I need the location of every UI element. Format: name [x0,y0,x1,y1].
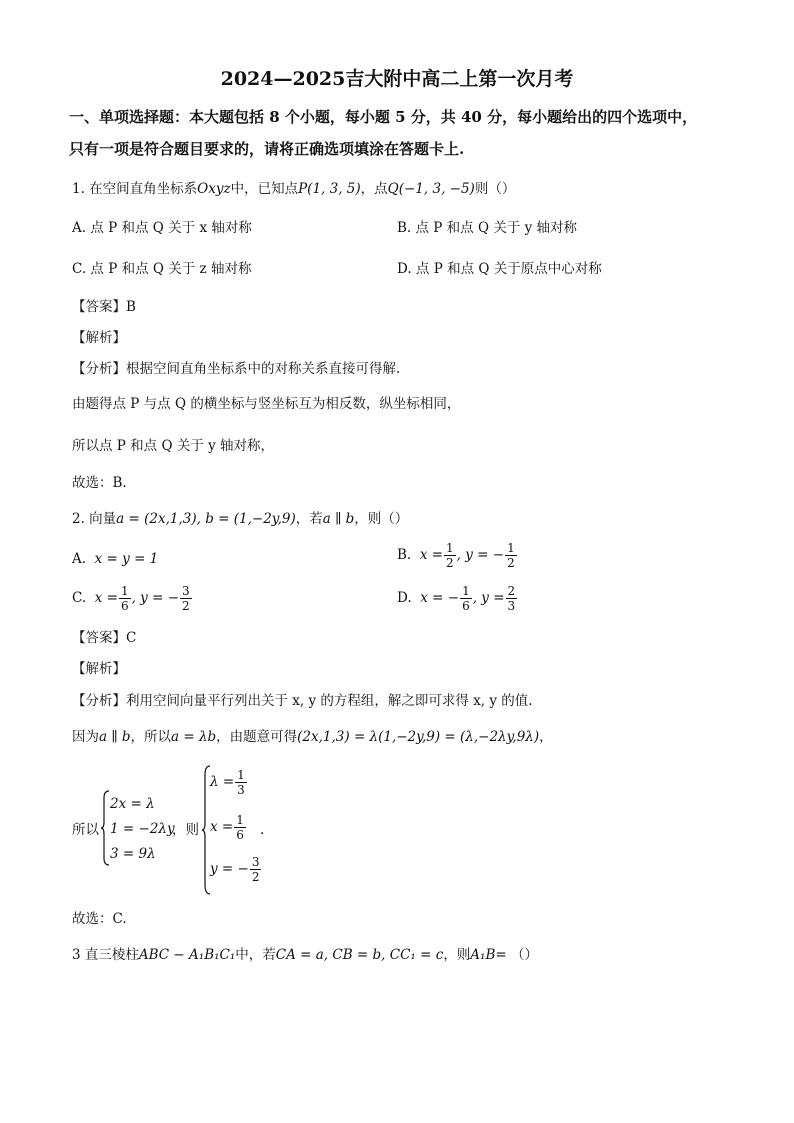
q2-option-d: D. x = − $\frac{1}{6}$ , y = $\frac{2}{3}$ [397,584,516,613]
q2-option-c: C. x = $\frac{1}{6}$ , y = − $\frac{3}{2}$ [72,584,190,613]
q2-result-lambda: λ = $\frac{1}{3}$ [210,768,245,797]
q2-period: . [260,822,265,838]
q2-system-label: 所以 [72,822,99,838]
q2-option-d-frac-x: $\frac{1}{6}$ [462,584,470,613]
q1-option-c: C. 点 P 和点 Q 关于 z 轴对称 [72,261,252,277]
q2-system-eq1: 2x = λ [110,796,155,812]
q2-option-c-frac-x: $\frac{1}{6}$ [120,584,129,613]
q2-option-a-expr: x = y = 1 [94,551,159,567]
q1-stem-b: 中，已知点 [230,181,299,197]
q1-option-d: D. 点 P 和点 Q 关于原点中心对称 [397,261,602,277]
q2-jiexi: 【解析】 [72,661,126,677]
q2-stem-b: ，若 [295,511,323,527]
q2-result-x: x = $\frac{1}{6}$ [210,813,244,842]
q1-jiexi: 【解析】 [72,330,126,346]
q1-point-q: Q(−1, 3, −5) [387,181,475,197]
q2-stem-c: ，则（） [354,511,409,527]
q1-point-p: P(1, 3, 5) [298,181,361,197]
q3-target: A₁B [470,947,496,963]
q1-stem [72,180,515,198]
q2-choose: 故选：C. [72,911,127,927]
q2-option-b-frac-y: $\frac{1}{2}$ [507,541,515,570]
q2-fenxi: 【分析】利用空间向量平行列出关于 x, y 的方程组，解之即可求得 x, y 的值. [72,693,533,709]
q2-stem-a: 2. 向量 [72,511,117,527]
q2-option-b: B. x = $\frac{1}{2}$ , y = − $\frac{1}{2}$ [397,541,515,570]
q2-vectors: a = (2x,1,3), b = (1,−2y,9) [116,511,296,527]
q3-stem: 3 直三棱柱ABC − A₁B₁C₁中，若CA = a, CB = b, CC₁ = c，则A₁B= （） [72,947,538,963]
q1-option-a: A. 点 P 和点 Q 关于 x 轴对称 [72,220,252,236]
q2-option-c-frac-y: $\frac{3}{2}$ [182,584,190,613]
q1-choose: 故选：B. [72,475,127,491]
q2-system-eq2: 1 = −2λy [110,821,175,837]
q2-option-a: A. x = y = 1 [72,551,159,567]
q2-system-eq3: 3 = 9λ [110,846,156,862]
q1-stem-d: 则（） [474,181,516,197]
q2-answer: 【答案】C [72,630,137,646]
q1-system: Oxyz [197,181,231,197]
q1-stem-c: ，点 [360,181,388,197]
q1-solution-2: 所以点 P 和点 Q 关于 y 轴对称， [72,438,275,454]
q1-fenxi: 【分析】根据空间直角坐标系中的对称关系直接可得解. [72,361,401,377]
section-heading-line1: 一、单项选择题：本大题包括 8 个小题，每小题 5 分，共 40 分，每小题给出的四个选项中， [69,108,698,126]
q2-result-y: y = − $\frac{3}{2}$ [210,855,260,884]
q1-option-b: B. 点 P 和点 Q 关于 y 轴对称 [397,220,578,236]
q2-solution-1: 因为a ∥ b，所以a = λb，由题意可得(2x,1,3) = λ(1,−2y,9) = (λ,−2λy,9λ)， [72,729,553,745]
section-heading-line2: 只有一项是符合题目要求的，请将正确选项填涂在答题卡上. [69,140,465,158]
page-title: 2024—2025吉大附中高二上第一次月考 [220,68,574,90]
q2-option-d-frac-y: $\frac{2}{3}$ [507,584,516,613]
q1-stem-a: 1. 在空间直角坐标系 [72,181,198,197]
q3-condition: CA = a, CB = b, CC₁ = c [275,947,444,963]
q1-solution-1: 由题得点 P 与点 Q 的横坐标与竖坐标互为相反数，纵坐标相同， [72,396,461,412]
q2-then: ，则 [172,822,199,838]
q3-prism: ABC − A₁B₁C₁ [138,947,236,963]
left-brace-icon [100,790,110,866]
q2-stem [72,510,408,528]
q1-answer: 【答案】B [72,299,136,315]
q2-option-b-frac-x: $\frac{1}{2}$ [446,541,454,570]
q2-parallel: a ∥ b [322,511,355,527]
